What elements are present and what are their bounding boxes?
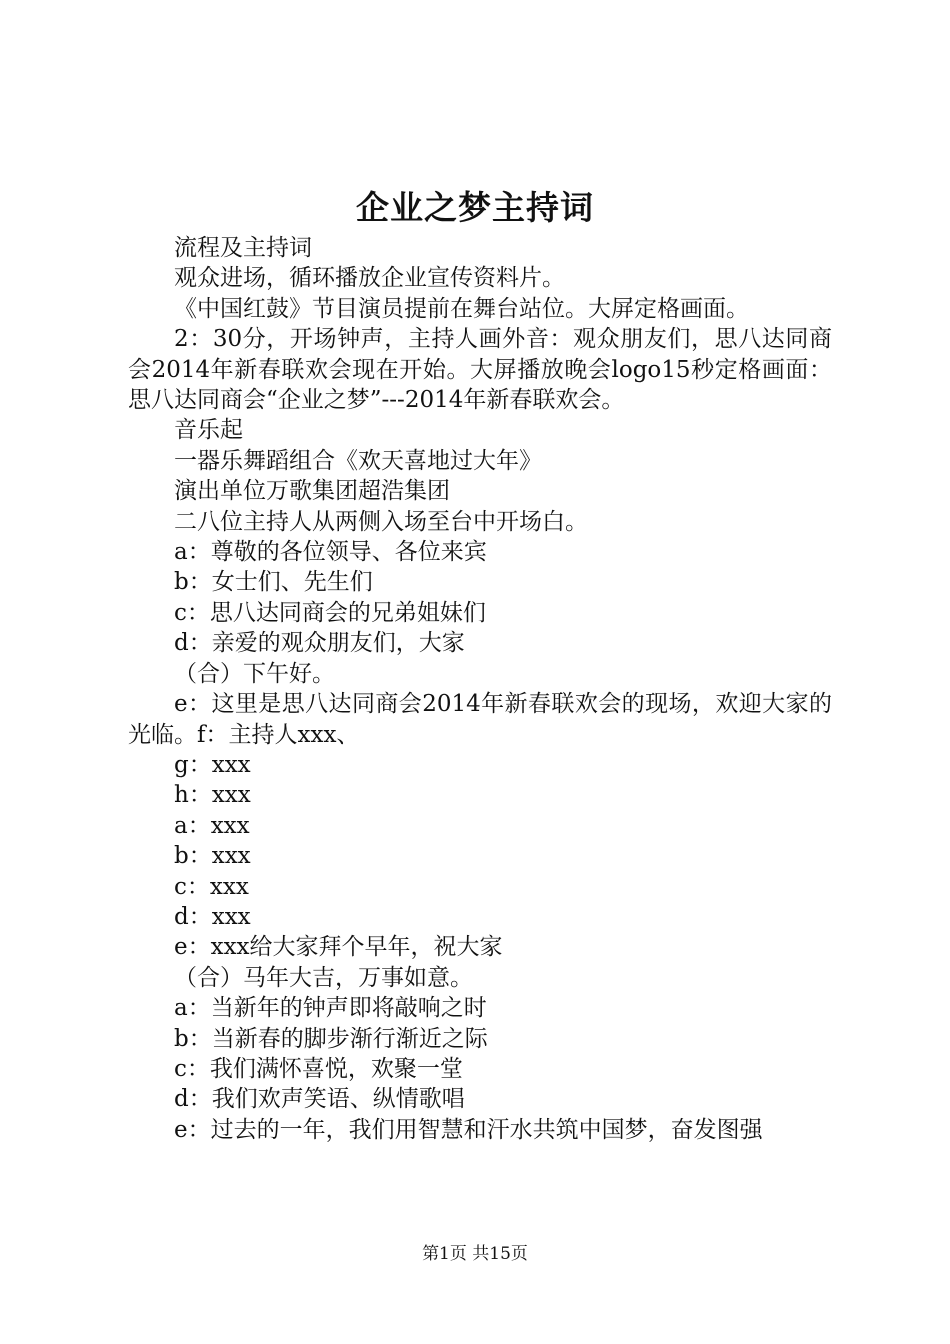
paragraph: 演出单位万歌集团超浩集团: [174, 478, 450, 505]
paragraph: 观众进场，循环播放企业宣传资料片。: [174, 265, 565, 292]
paragraph: c：思八达同商会的兄弟姐妹们: [174, 599, 486, 626]
paragraph: e：这里是思八达同商会2014年新春联欢会的现场，欢迎大家的光临。f：主持人xxx、: [128, 691, 832, 748]
document-title: 企业之梦主持词: [356, 188, 594, 227]
document-body: [128, 233, 832, 1145]
paragraph: g：xxx: [174, 751, 251, 778]
paragraph: d：亲爱的观众朋友们，大家: [174, 630, 465, 657]
paragraph: c：我们满怀喜悦，欢聚一堂: [174, 1055, 463, 1082]
paragraph: a：xxx: [174, 812, 250, 839]
paragraph: 音乐起: [174, 417, 243, 444]
paragraph: b：当新春的脚步渐行渐近之际: [174, 1025, 488, 1052]
paragraph: 2：30分，开场钟声，主持人画外音：观众朋友们，思八达同商会2014年新春联欢会现在开始。大屏播放晚会logo15秒定格画面：思八达同商会“企业之梦”---2014年新春联欢会。: [128, 326, 832, 414]
paragraph: e：xxx给大家拜个早年，祝大家: [174, 934, 503, 961]
paragraph: b：女士们、先生们: [174, 569, 373, 596]
paragraph: （合）马年大吉，万事如意。: [174, 964, 473, 991]
paragraph: d：xxx: [174, 903, 251, 930]
paragraph: 二八位主持人从两侧入场至台中开场白。: [174, 508, 588, 535]
paragraph: c：xxx: [174, 873, 249, 900]
paragraph: d：我们欢声笑语、纵情歌唱: [174, 1086, 465, 1113]
paragraph: 一器乐舞蹈组合《欢天喜地过大年》: [174, 447, 542, 474]
paragraph: a：尊敬的各位领导、各位来宾: [174, 539, 487, 566]
page-indicator: 第1页 共15页: [422, 1244, 528, 1264]
paragraph: （合）下午好。: [174, 660, 335, 687]
paragraph: e：过去的一年，我们用智慧和汗水共筑中国梦，奋发图强: [174, 1116, 763, 1143]
paragraph: 流程及主持词: [174, 235, 312, 261]
paragraph: h：xxx: [174, 782, 251, 809]
paragraph: 《中国红鼓》节目演员提前在舞台站位。大屏定格画面。: [174, 295, 749, 322]
paragraph: b：xxx: [174, 843, 251, 870]
paragraph: a：当新年的钟声即将敲响之时: [174, 995, 487, 1022]
